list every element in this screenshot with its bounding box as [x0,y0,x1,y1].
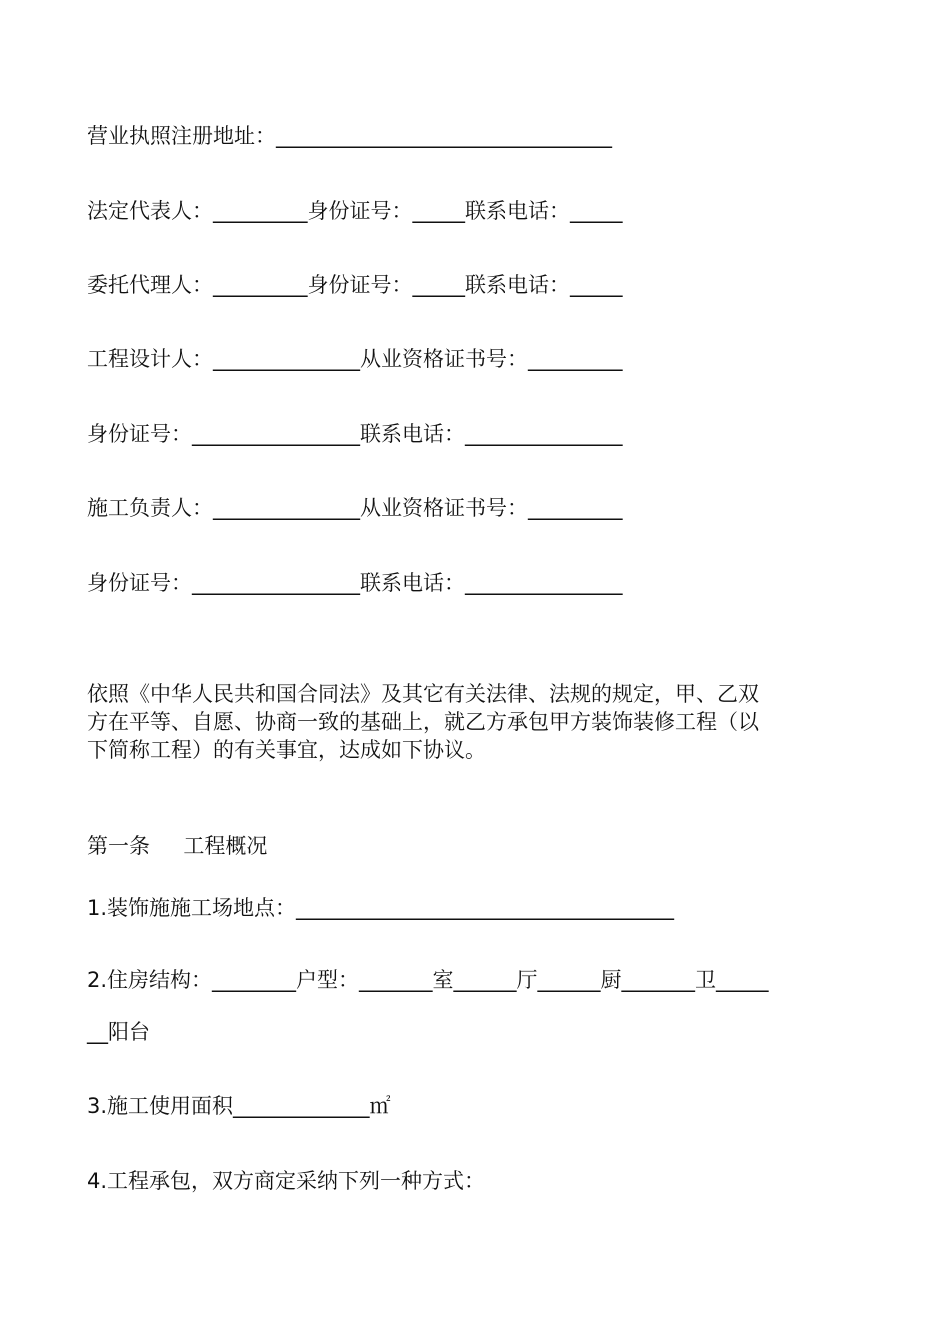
article-1-item-4: 4.工程承包，双方商定采纳下列一种方式： [87,1169,486,1193]
preamble-line-1: 依照《中华人民共和国合同法》及其它有关法律、法规的规定，甲、乙双 [87,682,759,706]
preamble-line-2: 方在平等、自愿、协商一致的基础上，就乙方承包甲方装饰装修工程（以 [87,710,759,734]
article-1-item-2-line-2: __阳台 [87,1020,150,1044]
legal-representative-line: 法定代表人：_________身份证号：_____联系电话：_____ [87,199,623,223]
business-address-line: 营业执照注册地址：________________________________ [87,124,612,148]
construction-manager-line: 施工负责人：______________从业资格证书号：_________ [87,496,623,520]
preamble-line-3: 下简称工程）的有关事宜，达成如下协议。 [87,738,486,762]
authorized-agent-line: 委托代理人：_________身份证号：_____联系电话：_____ [87,273,623,297]
article-1-item-2-line-1: 2.住房结构：________户型：_______室______厅______厨_______卫_____ [87,968,769,992]
article-1-item-3: 3.施工使用面积_____________㎡ [87,1094,391,1118]
designer-id-phone-line: 身份证号：________________联系电话：_______________ [87,422,623,446]
preamble-paragraph [87,680,877,764]
manager-id-phone-line: 身份证号：________________联系电话：_______________ [87,571,623,595]
article-1-heading: 第一条 工程概况 [87,834,268,858]
engineering-designer-line: 工程设计人：______________从业资格证书号：_________ [87,347,623,371]
article-1-item-1: 1.装饰施施工场地点：____________________________________ [87,896,675,920]
